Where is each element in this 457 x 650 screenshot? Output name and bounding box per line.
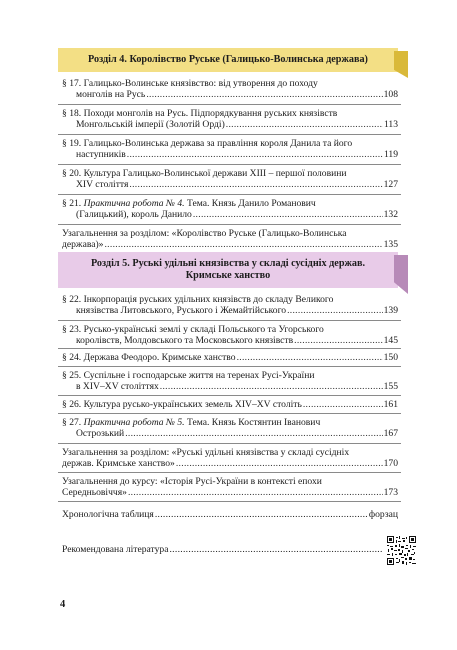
ribbon-decoration (394, 255, 408, 294)
entry-topic: Тема. Князь Данило Романович (184, 198, 316, 209)
toc-entry[interactable] (62, 370, 398, 393)
divider (58, 104, 401, 105)
entry-line-1: § 22. Інкорпорація руських удільних князівств до складу Великого (62, 294, 334, 305)
toc-entry[interactable] (62, 324, 398, 347)
page-ref: 170 (383, 458, 398, 470)
entry-line-2: королівств, Молдовського та Московського князівств (76, 335, 294, 347)
leader-dots (193, 209, 383, 220)
entry-line-1: § 17. Галицько-Волинське князівство: від утворення до походу (62, 78, 318, 89)
leader-dots (303, 399, 383, 410)
leader-dots (146, 89, 382, 100)
literature-entry[interactable] (62, 544, 384, 555)
divider (58, 366, 401, 367)
entry-line-1: § 25. Суспільне і господарське життя на теренах Русі-України (62, 370, 315, 381)
leader-dots (104, 239, 382, 250)
entry-line-2: наступників (76, 149, 126, 161)
divider (58, 194, 401, 195)
leader-dots (125, 428, 382, 439)
section-5-title-line-2: Кримське ханство (185, 270, 271, 281)
entry-number: § 27. (62, 417, 84, 428)
divider (58, 501, 401, 502)
entry-number: § 21. (62, 198, 84, 209)
leader-dots (294, 335, 382, 346)
entry-line-1 (62, 198, 398, 209)
entry-line-1 (62, 417, 398, 428)
toc-entry[interactable] (62, 399, 398, 410)
divider (58, 348, 401, 349)
page-ref: 167 (383, 428, 398, 440)
page-ref: 145 (383, 335, 398, 347)
ribbon-decoration (394, 51, 408, 78)
chronology-label: Хронологічна таблиця (62, 509, 154, 520)
leader-dots (127, 149, 383, 160)
qr-code-icon[interactable] (387, 536, 416, 565)
entry-line-1: Узагальнення до курсу: «Історія Русі-України в контексті епохи (62, 476, 322, 487)
page-ref: 139 (383, 305, 398, 317)
page-ref: 150 (383, 352, 398, 363)
entry-line-2: в XIV–XV століттях (76, 381, 159, 393)
page-ref: 119 (383, 149, 398, 161)
page-ref: 132 (383, 209, 398, 221)
page-ref: 113 (383, 119, 398, 131)
practical-work-label: Практична робота № 5. (83, 417, 185, 428)
leader-dots (128, 487, 383, 498)
toc-entry[interactable] (62, 168, 398, 191)
entry-line-1: § 23. Русько-українські землі у складі Польського та Угорського (62, 324, 324, 335)
entry-line-2: Монгольській імперії (Золотій Орді) (76, 119, 225, 131)
divider (58, 395, 401, 396)
leader-dots (287, 305, 383, 316)
divider (58, 472, 401, 473)
page-ref: форзац (368, 509, 398, 520)
entry-line-1: § 18. Походи монголів на Русь. Підпорядкування руських князівств (62, 108, 338, 119)
page-ref: 108 (383, 89, 398, 101)
divider (58, 413, 401, 414)
toc-entry[interactable] (62, 108, 398, 131)
leader-dots (226, 119, 383, 130)
literature-label: Рекомендована література (62, 544, 169, 555)
toc-entry[interactable] (62, 417, 398, 440)
entry-line-1: § 24. Держава Феодоро. Кримське ханство (62, 352, 236, 363)
section-4-title: Розділ 4. Королівство Руське (Галицько-Волинська держава) (88, 53, 368, 65)
entry-line-2: (Галицький), король Данило (76, 209, 192, 221)
page-ref: 127 (383, 179, 398, 191)
toc-entry[interactable] (62, 352, 398, 363)
page-number: 4 (60, 599, 66, 610)
entry-line-2: держава)» (62, 239, 104, 251)
toc-entry[interactable] (62, 138, 398, 161)
divider (58, 320, 401, 321)
section-5-banner (58, 252, 398, 288)
entry-topic: Тема. Князь Костянтин Іванович (184, 417, 321, 428)
section-5-title-line-1: Розділ 5. Руські удільні князівства у складі сусідніх держав. (90, 257, 366, 269)
entry-line-1: Узагальнення за розділом: «Руські удільні князівства у складі сусідніх (62, 447, 350, 458)
chronology-entry[interactable] (62, 509, 398, 520)
entry-line-2: Острозький (76, 428, 125, 440)
entry-line-2: держав. Кримське ханство» (62, 458, 175, 470)
section-5-title (83, 258, 373, 283)
section-4-banner (58, 48, 398, 72)
toc-entry-summary[interactable] (62, 228, 398, 251)
divider (58, 134, 401, 135)
divider (58, 443, 401, 444)
toc-entry-summary[interactable] (62, 476, 398, 499)
leader-dots (169, 544, 383, 555)
toc-entry[interactable] (62, 294, 398, 317)
page-ref: 161 (383, 399, 398, 410)
page-ref: 135 (383, 239, 398, 251)
entry-line-2: монголів на Русь (76, 89, 146, 101)
entry-line-1: Узагальнення за розділом: «Королівство Руське (Галицько-Волинська (62, 228, 347, 239)
entry-line-1: § 19. Галицько-Волинська держава за правління короля Данила та його (62, 138, 353, 149)
entry-line-2: Середньовіччя» (62, 487, 127, 499)
entry-line-2: XIV століття (76, 179, 129, 191)
practical-work-label: Практична робота № 4. (83, 198, 185, 209)
leader-dots (129, 179, 382, 190)
leader-dots (237, 352, 383, 363)
leader-dots (176, 458, 383, 469)
page-ref: 155 (383, 381, 398, 393)
toc-entry[interactable] (62, 198, 398, 221)
divider (58, 224, 401, 225)
entry-line-2: князівства Литовського, Руського і Жемайтійського (76, 305, 287, 317)
leader-dots (160, 381, 383, 392)
toc-entry[interactable] (62, 78, 398, 101)
toc-entry-summary[interactable] (62, 447, 398, 470)
entry-line-1: § 26. Культура русько-українських земель XIV–XV століть (62, 399, 302, 410)
leader-dots (155, 509, 368, 520)
page-ref: 173 (383, 487, 398, 499)
entry-line-1: § 20. Культура Галицько-Волинської держави XIII – першої половини (62, 168, 347, 179)
divider (58, 164, 401, 165)
